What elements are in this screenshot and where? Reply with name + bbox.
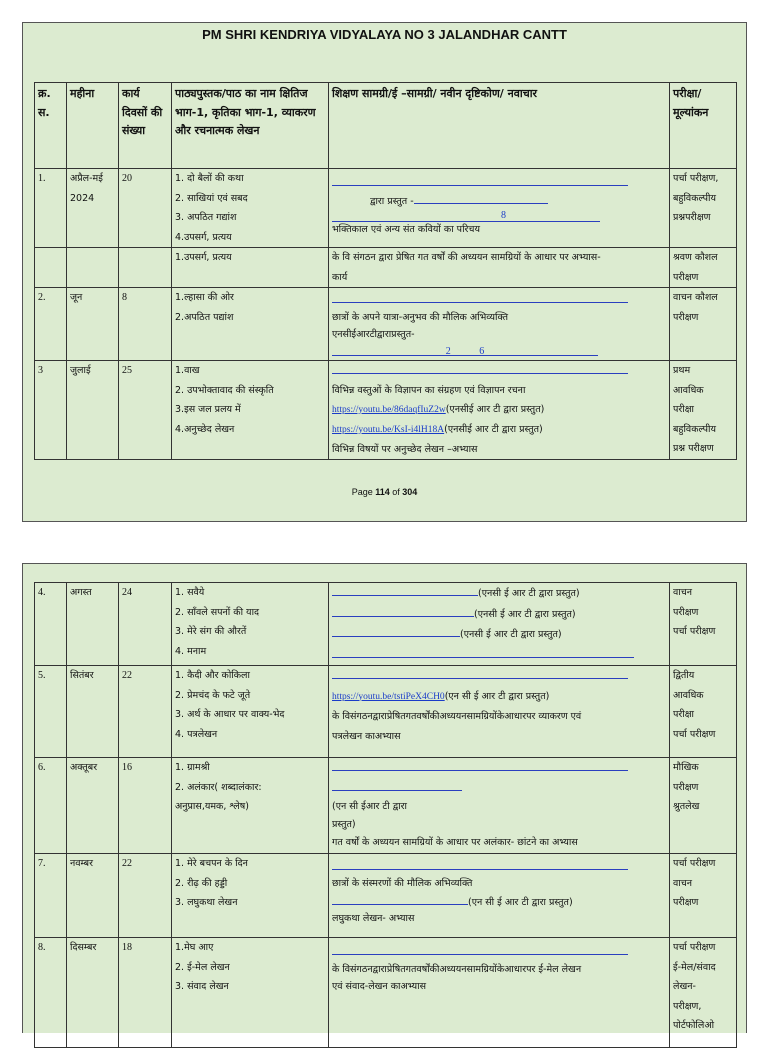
exam-item: मौखिक <box>673 762 699 773</box>
blank-link-line <box>332 666 628 679</box>
cell-days: 8 <box>119 288 172 361</box>
header-month: महीना <box>67 83 119 169</box>
cell-month: नवम्बर <box>67 854 119 938</box>
cell-month: अप्रैल-मई 2024 <box>67 169 119 248</box>
cell-days: 22 <box>119 666 172 758</box>
topic-item: 2. रीढ़ की हड्डी <box>175 877 228 889</box>
exam-item: द्वितीय <box>673 670 695 681</box>
cell-sno: 1. <box>35 169 67 248</box>
blank-link-line <box>332 857 628 870</box>
material-text: (एनसी ई आर टी द्वारा प्रस्तुत) <box>474 608 576 620</box>
exam-item: पर्चा परीक्षण <box>673 728 716 740</box>
material-text: (एन सी ई आर टी द्वारा प्रस्तुत) <box>444 690 550 702</box>
cell-days: 22 <box>119 854 172 938</box>
header-exam: परीक्षा/ मूल्यांकन <box>670 83 737 169</box>
cell-days: 16 <box>119 758 172 854</box>
topic-item: 4.अनुच्छेद लेखन <box>175 423 235 435</box>
topic-item: 3. अपठित गद्यांश <box>175 212 237 223</box>
exam-item: लेखन- <box>673 981 696 992</box>
cell-material <box>329 938 670 1048</box>
topic-item: 3. मेरे संग की औरतें <box>175 626 247 637</box>
cell-exam <box>670 666 737 758</box>
cell-month: अगस्त <box>67 583 119 666</box>
topic-item: 1. ग्रामश्री <box>175 762 210 773</box>
youtube-link[interactable]: https://youtu.be/KsI-i4lH18A <box>332 425 445 435</box>
exam-item: वाचन <box>673 877 693 889</box>
material-text: विभिन्न वस्तुओं के विज्ञापन का संग्रहण एवं विज्ञापन रचना <box>332 385 526 396</box>
material-number: 8 <box>501 210 506 221</box>
topic-item: 1. सवैये <box>175 587 205 598</box>
cell-exam <box>670 169 737 248</box>
cell-month: सितंबर <box>67 666 119 758</box>
material-text: विभिन्न विषयों पर अनुच्छेद लेखन –अभ्यास <box>332 444 478 455</box>
header-material: शिक्षण सामग्री/ई –सामग्री/ नवीन दृष्टिकोण/ नवाचार <box>329 83 670 169</box>
cell-sno: 5. <box>35 666 67 758</box>
blank-link-line <box>332 624 460 637</box>
exam-item: परीक्षण <box>673 781 699 793</box>
document-page-1 <box>22 22 747 522</box>
cell-material <box>329 583 670 666</box>
cell-month: जून <box>67 288 119 361</box>
topic-item: 1. कैदी और कोकिला <box>175 670 250 681</box>
cell-days <box>119 248 172 288</box>
topic-item: 2. साखियां एवं सबद <box>175 192 248 204</box>
exam-item: परीक्षण, <box>673 1000 702 1012</box>
cell-sno: 4. <box>35 583 67 666</box>
topic-item: 3. अर्थ के आधार पर वाक्य-भेद <box>175 709 285 720</box>
exam-item: पर्चा परीक्षण <box>673 858 716 869</box>
blank-link-line <box>332 343 598 356</box>
material-text: (एनसी ई आर टी द्वारा प्रस्तुत) <box>460 629 562 640</box>
syllabus-table-2 <box>34 582 737 1048</box>
cell-topics <box>172 583 329 666</box>
material-text: के विसंगठनद्वाराप्रेषितगतवर्षोंकीअध्ययनसामग्रियोंकेआधारपर ई-मेल लेखन <box>332 964 582 975</box>
topic-item: 2. ई-मेल लेखन <box>175 961 230 973</box>
exam-item: पर्चा परीक्षण <box>673 626 716 637</box>
youtube-link[interactable]: https://youtu.be/86daqfIuZ2w <box>332 405 446 415</box>
cell-topics <box>172 169 329 248</box>
material-text: के विसंगठनद्वाराप्रेषितगतवर्षोंकीअध्ययनसामग्रियोंकेआधारपर व्याकरण एवं <box>332 711 582 722</box>
school-title: PM SHRI KENDRIYA VIDYALAYA NO 3 JALANDHAR CANTT <box>202 27 567 42</box>
cell-material <box>329 248 670 288</box>
table-row <box>35 938 737 1048</box>
cell-sno <box>35 248 67 288</box>
cell-topics <box>172 666 329 758</box>
exam-item: वाचन कौशल <box>673 292 718 303</box>
topic-item: 2. अलंकार( शब्दालंकार: <box>175 781 262 793</box>
material-text: भक्तिकाल एवं अन्य संत कवियों का परिचय <box>332 224 480 235</box>
material-text: (एन सी ईआर टी द्वारा <box>332 801 407 812</box>
exam-item: परीक्षा <box>673 709 695 720</box>
blank-link-line <box>332 361 628 374</box>
topic-item: 4. मनाम <box>175 645 207 657</box>
cell-sno: 6. <box>35 758 67 854</box>
blank-link-line <box>332 778 462 791</box>
exam-item: पर्चा परीक्षण, <box>673 173 719 184</box>
exam-item: परीक्षण <box>673 311 699 323</box>
cell-sno: 2. <box>35 288 67 361</box>
topic-item: 2. प्रेमचंद के फटे जूते <box>175 689 251 701</box>
exam-item: ई-मेल/संवाद <box>673 961 716 973</box>
page-footer: Page 114 of 304 <box>351 487 418 497</box>
blank-link-line <box>332 604 474 617</box>
cell-month: अक्तूबर <box>67 758 119 854</box>
material-text: (एनसी ई आर टी द्वारा प्रस्तुत) <box>478 588 580 599</box>
cell-topics <box>172 758 329 854</box>
topic-item: 1. दो बैलों की कथा <box>175 173 244 184</box>
exam-item: प्रथम <box>673 365 691 376</box>
blank-link-line <box>332 583 478 596</box>
cell-topics <box>172 938 329 1048</box>
topic-item: 3. संवाद लेखन <box>175 981 229 992</box>
material-text: के वि संगठन द्वारा प्रेषित गत वर्षों की अध्ययन सामग्रियों के आधार पर अभ्यास- <box>332 252 601 263</box>
cell-days: 25 <box>119 361 172 460</box>
topic-item: 3. लघुकथा लेखन <box>175 897 238 908</box>
topic-item: 1.ल्हासा की ओर <box>175 292 234 303</box>
exam-item: आवधिक <box>673 384 704 396</box>
topic-item: 3.इस जल प्रलय में <box>175 404 241 415</box>
cell-days: 18 <box>119 938 172 1048</box>
exam-item: बहुविकल्पीय <box>673 192 716 204</box>
table-row <box>35 583 737 666</box>
header-topics: पाठ्यपुस्तक/पाठ का नाम क्षितिज भाग-1, कृतिका भाग-1, व्याकरण और रचनात्मक लेखन <box>172 83 329 169</box>
exam-item: श्रुतलेख <box>673 801 700 812</box>
exam-item: आवधिक <box>673 689 704 701</box>
cell-exam <box>670 361 737 460</box>
material-text: पत्रलेखन काअभ्यास <box>332 730 401 742</box>
cell-topics <box>172 854 329 938</box>
topic-item: 1.मेघ आए <box>175 942 214 953</box>
blank-link-line <box>332 758 628 771</box>
material-text: एनसीईआरटीद्वाराप्रस्तुत- <box>332 329 415 340</box>
cell-material <box>329 169 670 248</box>
document-page-2 <box>22 563 747 1033</box>
topic-item: 2. उपभोक्तावाद की संस्कृति <box>175 384 274 396</box>
exam-item: परीक्षण <box>673 271 699 283</box>
youtube-link[interactable]: https://youtu.be/tstiPeX4CH0 <box>332 691 445 702</box>
topic-item: 1.वाख <box>175 365 200 376</box>
material-text: लघुकथा लेखन- अभ्यास <box>332 913 415 924</box>
table-row <box>35 288 737 361</box>
exam-item: पर्चा परीक्षण <box>673 942 716 953</box>
topic-item: 2. साँवले सपनों की याद <box>175 606 260 618</box>
table-row <box>35 361 737 460</box>
material-text: छात्रों के संस्मरणों की मौलिक अभिव्यक्ति <box>332 878 473 889</box>
header-sno: क्र. स. <box>35 83 67 169</box>
cell-month <box>67 248 119 288</box>
cell-material <box>329 288 670 361</box>
exam-item: परीक्षा <box>673 404 695 415</box>
exam-item: परीक्षण <box>673 606 699 618</box>
topic-item: 4. पत्रलेखन <box>175 728 218 740</box>
cell-exam <box>670 938 737 1048</box>
material-text: गत वर्षों के अध्ययन सामग्रियों के आधार पर अलंकार- छांटने का अभ्यास <box>332 837 578 848</box>
exam-item: बहुविकल्पीय <box>673 423 716 435</box>
blank-link-line <box>414 191 548 204</box>
material-text: छात्रों के अपने यात्रा-अनुभव की मौलिक अभिव्यक्ति <box>332 312 508 323</box>
cell-month: दिसम्बर <box>67 938 119 1048</box>
cell-days: 24 <box>119 583 172 666</box>
blank-link-line <box>332 645 634 658</box>
cell-material <box>329 361 670 460</box>
material-text: (एनसीई आर टी द्वारा प्रस्तुत) <box>444 424 543 435</box>
topic-item: 1.उपसर्ग, प्रत्यय <box>175 252 232 263</box>
material-text: (एनसीई आर टी द्वारा प्रस्तुत) <box>445 404 545 415</box>
material-text: द्वारा प्रस्तुत - <box>370 196 414 207</box>
cell-material <box>329 666 670 758</box>
cell-exam <box>670 758 737 854</box>
blank-link-line <box>332 209 600 222</box>
cell-sno: 7. <box>35 854 67 938</box>
table-row <box>35 854 737 938</box>
header-days: कार्य दिवसों की संख्या <box>119 83 172 169</box>
blank-link-line <box>332 290 628 303</box>
material-text: प्रस्तुत) <box>332 819 356 830</box>
cell-days: 20 <box>119 169 172 248</box>
material-text: (एन सी ई आर टी द्वारा प्रस्तुत) <box>468 897 573 908</box>
topic-item: 4.उपसर्ग, प्रत्यय <box>175 231 232 243</box>
cell-exam <box>670 288 737 361</box>
cell-exam <box>670 248 737 288</box>
cell-topics <box>172 288 329 361</box>
topic-item: 2.अपठित पद्यांश <box>175 311 234 323</box>
cell-sno: 3 <box>35 361 67 460</box>
table-row <box>35 169 737 248</box>
cell-month: जुलाई <box>67 361 119 460</box>
material-text: कार्य <box>332 271 348 283</box>
exam-item: प्रश्नपरीक्षण <box>673 212 711 223</box>
table-row <box>35 666 737 758</box>
material-text: एवं संवाद-लेखन काअभ्यास <box>332 981 427 992</box>
exam-item: वाचन <box>673 587 693 598</box>
table-header-row <box>35 83 737 169</box>
exam-item: पोर्टफोलिओ <box>673 1020 715 1031</box>
cell-exam <box>670 583 737 666</box>
cell-sno: 8. <box>35 938 67 1048</box>
topic-item: 1. मेरे बचपन के दिन <box>175 858 248 869</box>
cell-topics <box>172 361 329 460</box>
blank-link-line <box>332 942 628 955</box>
topic-item: अनुप्रास,यमक, श्लेष) <box>175 801 249 812</box>
material-number: 2 6 <box>445 346 485 357</box>
exam-item: श्रवण कौशल <box>673 252 718 263</box>
table-row <box>35 758 737 854</box>
cell-material <box>329 758 670 854</box>
cell-material <box>329 854 670 938</box>
exam-item: प्रश्न परीक्षण <box>673 443 714 454</box>
syllabus-table-1 <box>34 82 737 460</box>
blank-link-line <box>332 892 468 905</box>
blank-link-line <box>332 173 628 186</box>
cell-exam <box>670 854 737 938</box>
exam-item: परीक्षण <box>673 897 699 908</box>
cell-topics <box>172 248 329 288</box>
table-row <box>35 248 737 288</box>
